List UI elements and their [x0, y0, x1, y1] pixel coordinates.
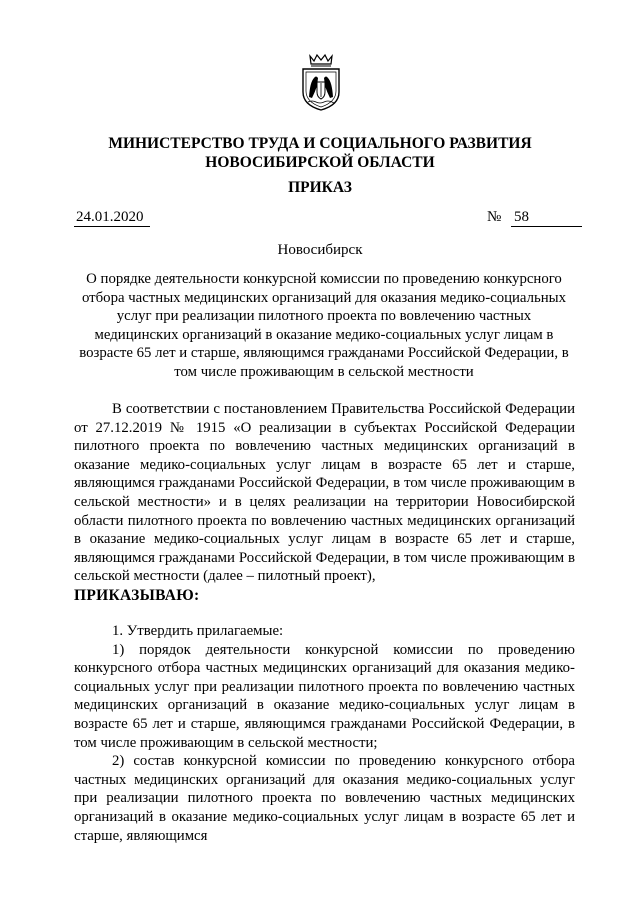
prikazyvayu-heading: ПРИКАЗЫВАЮ:	[74, 587, 200, 604]
document-number: 58	[511, 208, 582, 227]
ministry-line-1: МИНИСТЕРСТВО ТРУДА И СОЦИАЛЬНОГО РАЗВИТИЯ	[108, 135, 532, 152]
coat-of-arms-icon	[298, 52, 344, 112]
item-1-sub-1: 1) порядок деятельности конкурсной комиссии по проведению конкурсного отбора частных медицинских организаций для оказания медико-социальных услуг при реализации пилотного проекта по вовлечению частных медицинских организаций в оказание медико-социальных услуг лицам в возрасте 65 лет и старше, являющимся гражданами Российской Федерации, в том числе проживающим в сельской местности;	[74, 641, 575, 751]
order-items	[74, 622, 575, 845]
item-1-sub-2: 2) состав конкурсной комиссии по проведению конкурсного отбора частных медицинских организаций для оказания медико-социальных услуг при реализации пилотного проекта по вовлечению частных медицинских организаций в оказание медико-социальных услуг лицам в возрасте 65 лет и старше, являющимся	[74, 753, 575, 844]
document-subject: О порядке деятельности конкурсной комиссии по проведению конкурсного отбора частных медицинских организаций для оказания медико-социальных услуг при реализации пилотного проекта по вовлечению частных медицинских организаций в оказание медико-социальных услуг лицам в возрасте 65 лет и старше, являющимся гражданами Российской Федерации, в том числе проживающим в сельской местности	[79, 271, 569, 380]
ministry-name	[0, 134, 640, 172]
ministry-line-2: НОВОСИБИРСКОЙ ОБЛАСТИ	[205, 154, 435, 171]
preamble-paragraph: В соответствии с постановлением Правительства Российской Федерации от 27.12.2019 № 1915 «О реализации в субъектах Российской Федерации пилотного проекта по вовлечению частных медицинских организаций в оказание медико-социальных услуг лицам в возрасте 65 лет и старше, являющимся гражданами Российской Федерации, в том числе проживающим в сельской местности» и в целях реализации на территории Новосибирской области пилотного проекта по вовлечению частных медицинских организаций в оказание медико-социальных услуг лицам в возрасте 65 лет и старше, являющимся гражданами Российской Федерации, в том числе проживающим в сельской местности (далее – пилотный проект),	[74, 401, 575, 585]
document-date: 24.01.2020	[74, 208, 150, 227]
item-1: 1. Утвердить прилагаемые:	[112, 623, 284, 639]
document-type: ПРИКАЗ	[288, 179, 352, 196]
number-label: №	[487, 209, 502, 225]
city: Новосибирск	[277, 242, 363, 258]
